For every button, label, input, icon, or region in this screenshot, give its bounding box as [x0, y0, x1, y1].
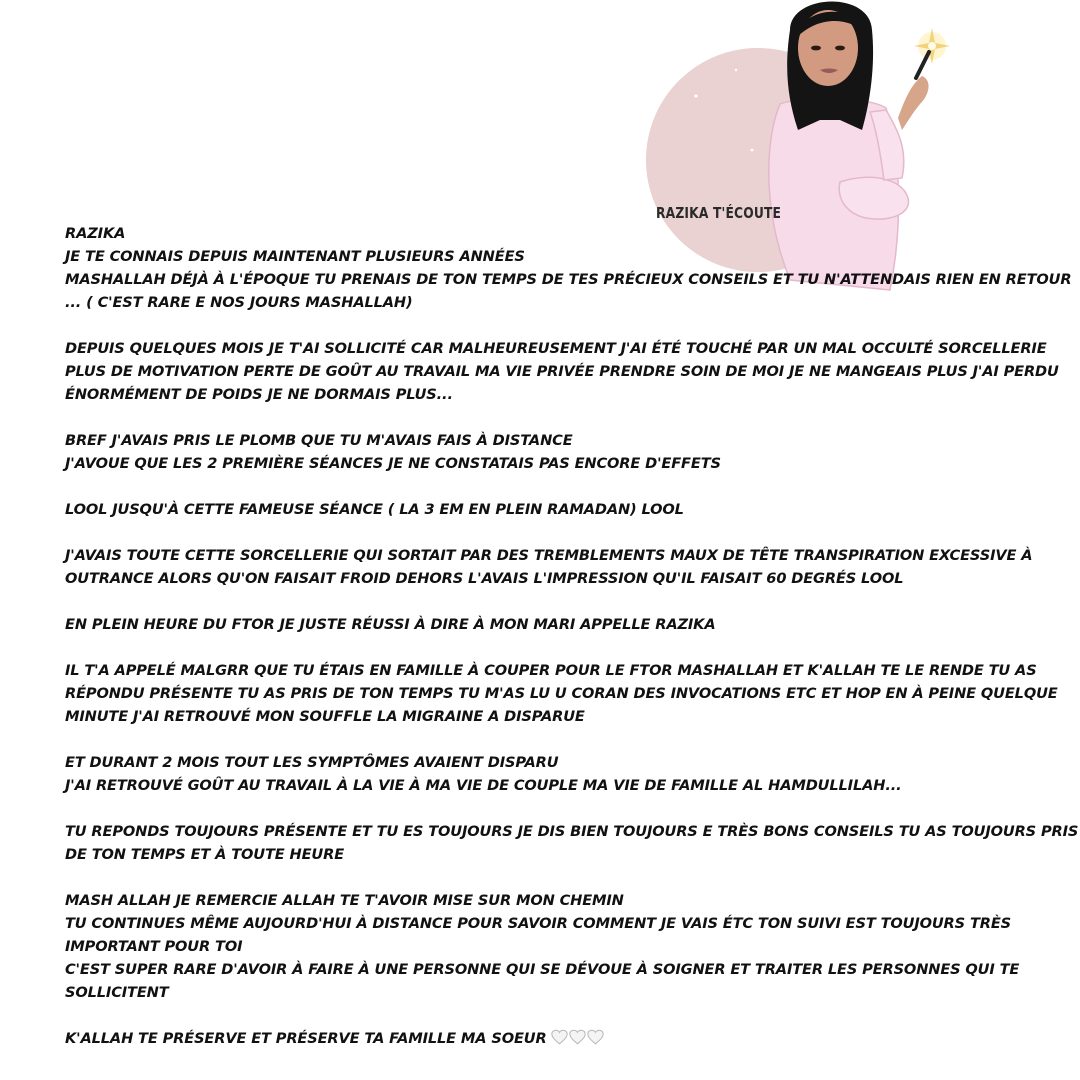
letter-line: EN PLEIN HEURE DU FTOR JE JUSTE RÉUSSI À DIRE À MON MARI APPELLE RAZIKA — [65, 616, 716, 633]
paragraph — [65, 751, 1015, 797]
sparkle-icon — [914, 28, 950, 64]
letter-line: TU REPONDS TOUJOURS PRÉSENTE ET TU ES TOUJOURS JE DIS BIEN TOUJOURS E TRÈS BONS CONSEILS TU AS TOUJOURS PRIS — [65, 823, 1079, 840]
letter-line: RÉPONDU PRÉSENTE TU AS PRIS DE TON TEMPS TU M'AS LU U CORAN DES INVOCATIONS ETC ET HOP EN À PEINE QUELQUE — [65, 685, 1058, 702]
letter-line: ÉNORMÉMENT DE POIDS JE NE DORMAIS PLUS... — [65, 386, 453, 403]
paragraph — [65, 659, 1058, 728]
letter-line: PLUS DE MOTIVATION PERTE DE GOÛT AU TRAVAIL MA VIE PRIVÉE PRENDRE SOIN DE MOI JE NE MANGEAIS PLUS J'AI PERDU — [65, 363, 1059, 380]
paragraph — [65, 222, 1072, 314]
paragraph — [65, 1027, 1015, 1052]
testimonial-letter — [65, 222, 1079, 1075]
letter-line: TU CONTINUES MÊME AUJOURD'HUI À DISTANCE POUR SAVOIR COMMENT JE VAIS ÉTC TON SUIVI EST TOUJOURS TRÈS — [65, 915, 1012, 932]
paragraph — [65, 429, 1015, 475]
letter-line: J'AI RETROUVÉ GOÛT AU TRAVAIL À LA VIE À MA VIE DE COUPLE MA VIE DE FAMILLE AL HAMDULLILAH... — [65, 777, 902, 794]
letter-line: J'AVAIS TOUTE CETTE SORCELLERIE QUI SORTAIT PAR DES TREMBLEMENTS MAUX DE TÊTE TRANSPIRATION EXCESSIVE À — [65, 547, 1033, 564]
letter-line: ET DURANT 2 MOIS TOUT LES SYMPTÔMES AVAIENT DISPARU — [65, 754, 559, 771]
logo-text: RAZIKA T'ÉCOUTE — [656, 204, 782, 222]
hand — [898, 76, 929, 130]
letter-line: BREF J'AVAIS PRIS LE PLOMB QUE TU M'AVAIS FAIS À DISTANCE — [65, 432, 573, 449]
letter-line: C'EST SUPER RARE D'AVOIR À FAIRE À UNE PERSONNE QUI SE DÉVOUE À SOIGNER ET TRAITER LES PERSONNES QUI TE — [65, 961, 1020, 978]
letter-line: OUTRANCE ALORS QU'ON FAISAIT FROID DEHORS L'AVAIS L'IMPRESSION QU'IL FAISAIT 60 DEGRÉS LOOL — [65, 570, 904, 587]
letter-line: ... ( C'EST RARE E NOS JOURS MASHALLAH) — [65, 294, 413, 311]
letter-line: SOLLICITENT — [65, 984, 169, 1001]
paragraph — [65, 337, 1059, 406]
letter-line: LOOL JUSQU'À CETTE FAMEUSE SÉANCE ( LA 3 EM EN PLEIN RAMADAN) LOOL — [65, 501, 684, 518]
letter-line: DEPUIS QUELQUES MOIS JE T'AI SOLLICITÉ CAR MALHEUREUSEMENT J'AI ÉTÉ TOUCHÉ PAR UN MAL OCCULTÉ SORCELLERIE — [65, 340, 1047, 357]
letter-line: RAZIKA — [65, 225, 126, 242]
white-heart-icon — [569, 1029, 586, 1045]
letter-line: IMPORTANT POUR TOI — [65, 938, 243, 955]
paragraph — [65, 889, 1020, 1004]
white-heart-icon — [587, 1029, 604, 1045]
paragraph — [65, 613, 1015, 636]
letter-line: IL T'A APPELÉ MALGRR QUE TU ÉTAIS EN FAMILLE À COUPER POUR LE FTOR MASHALLAH ET K'ALLAH TE LE RENDE TU AS — [65, 662, 1037, 679]
closing-text: K'ALLAH TE PRÉSERVE ET PRÉSERVE TA FAMILLE MA SOEUR — [65, 1030, 547, 1047]
letter-line: MASHALLAH DÉJÀ À L'ÉPOQUE TU PRENAIS DE TON TEMPS DE TES PRÉCIEUX CONSEILS ET TU N'ATTENDAIS RIEN EN RETOUR — [65, 271, 1072, 288]
letter-line: J'AVOUE QUE LES 2 PREMIÈRE SÉANCES JE NE CONSTATAIS PAS ENCORE D'EFFETS — [65, 455, 721, 472]
paragraph — [65, 544, 1033, 590]
white-hearts — [551, 1029, 605, 1052]
paragraph — [65, 820, 1079, 866]
closing-line — [65, 1027, 1015, 1052]
paragraph — [65, 498, 1015, 521]
letter-line: MINUTE J'AI RETROUVÉ MON SOUFFLE LA MIGRAINE A DISPARUE — [65, 708, 585, 725]
white-heart-icon — [551, 1029, 568, 1045]
letter-line: JE TE CONNAIS DEPUIS MAINTENANT PLUSIEURS ANNÉES — [65, 248, 525, 265]
letter-line: MASH ALLAH JE REMERCIE ALLAH TE T'AVOIR MISE SUR MON CHEMIN — [65, 892, 624, 909]
letter-line: DE TON TEMPS ET À TOUTE HEURE — [65, 846, 345, 863]
